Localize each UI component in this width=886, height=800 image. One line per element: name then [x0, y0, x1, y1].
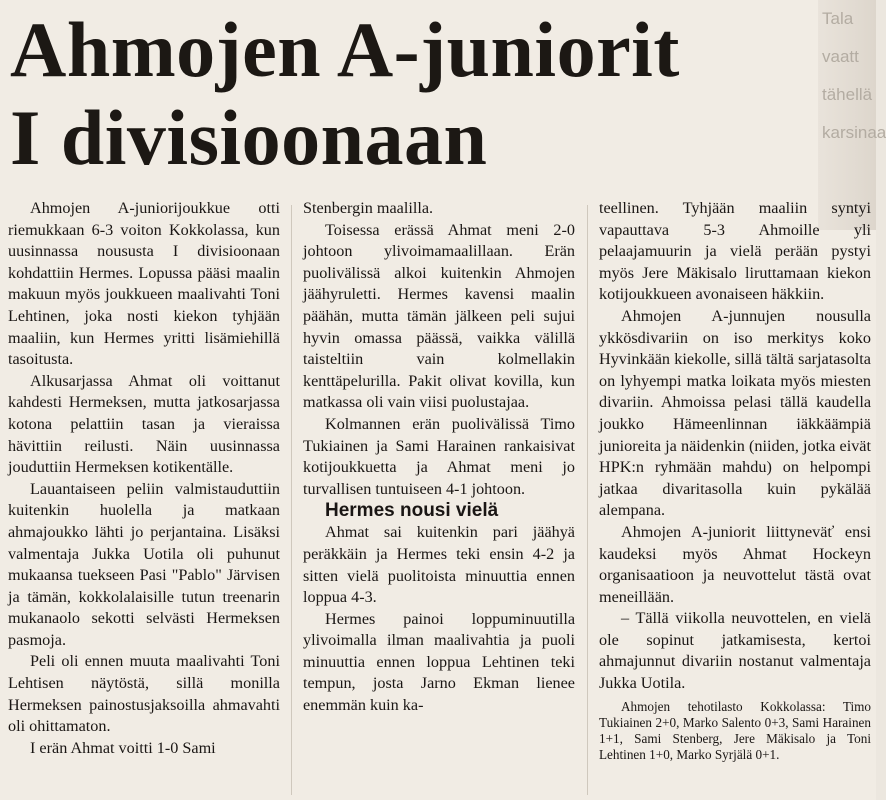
column-divider [587, 205, 588, 795]
paragraph: Kolmannen erän puolivälissä Timo Tukiainen ja Sami Harainen rankaisivat kotijoukkuetta ja Ahmat meni jo turvallisen tuntuiseen 4-1 johtoon. [303, 414, 575, 498]
paragraph: Peli oli ennen muuta maalivahti Toni Lehtisen näytöstä, sillä monilla Hermeksen painostusjaksoilla ahmavahti oli ohittamaton. [8, 652, 280, 736]
paragraph: Ahmojen A-juniorijoukkue otti riemukkaan 6-3 voiton Kokkolassa, kun uusinnassa noususta I divisioonaan kohdattiin Hermes. Lopussa pääsi maalin makuun myös joukkueen maalivahti Toni Lehtinen, joka nosti kiekon tyhjään maaliin, kun Hermes yritti lisämiehillä tasoitusta. [8, 199, 280, 369]
article-column-2 [303, 198, 575, 798]
headline-line-1: Ahmojen A-juniorit [10, 6, 680, 93]
paragraph: Ahmat sai kuitenkin pari jäähyä peräkkäin ja Hermes teki ensin 4-2 ja sitten vielä puolitoista minuuttia ennen loppua 4-3. [303, 523, 575, 607]
bleed-text: vaatt [822, 47, 859, 66]
paragraph: I erän Ahmat voitti 1-0 Sami [30, 738, 216, 757]
headline-line-2: I divisioonaan [10, 94, 488, 181]
player-stats: Ahmojen tehotilasto Kokkolassa: Timo Tukiainen 2+0, Marko Salento 0+3, Sami Harainen 1+1, Sami Stenberg, Jere Mäkisalo ja Toni Lehtinen 1+0, Marko Syrjälä 0+1. [599, 698, 871, 763]
bleed-text: karsinaa [822, 123, 886, 142]
article-column-3 [599, 198, 871, 798]
article-headline [10, 6, 830, 182]
bleed-text: Tala [822, 9, 854, 28]
section-subheading: Hermes nousi vielä [325, 500, 499, 522]
paragraph: Ahmojen A-juniorit liittyneväť ensi kaudeksi myös Ahmat Hockeyn organisaatioon ja neuvottelut tästä ovat meneillään. [599, 522, 871, 606]
column-divider [291, 205, 292, 795]
paragraph: Toisessa erässä Ahmat meni 2-0 johtoon ylivoimamaalillaan. Erän puolivälissä alkoi kuitenkin Ahmojen jäähyruletti. Hermes kavensi maalin päähän, mutta tämän jälkeen peli sujui hyvin omassa päässä, vaikka välillä taisteltiin vain kolmellakin kenttäpelurilla. Pakit olivat kovilla, kun matkassa oli vain viisi puolustajaa. [303, 220, 575, 412]
paragraph: Stenbergin maalilla. [303, 199, 434, 217]
paragraph: Hermes painoi loppuminuutilla ylivoimalla ilman maalivahtia ja puoli minuuttia ennen loppua Lehtinen teki tempun, josta Jarno Ekman lienee enemmän kuin ka- [303, 609, 575, 715]
paragraph: Alkusarjassa Ahmat oli voittanut kahdesti Hermeksen, mutta jatkosarjassa kotona pelattiin tasan ja vieraissa hävittiin reilusti. Näin uusinnassa jouduttiin Hermeksen kotikentälle. [8, 371, 280, 477]
paragraph: Lauantaiseen peliin valmistauduttiin kuitenkin huolella ja matkaan ahmajoukko lähti jo perjantaina. Lisäksi valmentaja Jukka Uotila oli puhunut mukaansa tuekseen Pasi "Pablo" Järvisen ja tämän, kokkolalaisille tutun treenarin mukanaolo sekotti selvästi Hermeksen pasmoja. [8, 479, 280, 649]
paragraph: Ahmojen A-junnujen nousulla ykkösdivariin on iso merkitys koko Hyvinkään kiekolle, sillä tältä sarjatasolta on lyhyempi matka loikata myös miesten divariin. Ahmoissa pelasi tällä kaudella joukko Hämeenlinnan iäkkäämpiä junioreita ja näidenkin (niiden, jotka eivät HPK:n ryhmään mahdu) on helpompi jatkaa divaritasolla kuin pykälää alempana. [599, 306, 871, 520]
bleed-text: tähellä [822, 85, 873, 104]
article-column-1 [8, 198, 280, 798]
paragraph: – Tällä viikolla neuvottelen, en vielä ole sopinut jatkamisesta, kertoi ahmajunnut divariin nostanut valmentaja Jukka Uotila. [599, 609, 871, 693]
paragraph: teellinen. Tyhjään maaliin syntyi vapauttava 5-3 Ahmoille yli pelaajamuurin ja vielä perään pystyi myös Jere Mäkisalo liruttamaan kiekon kotijoukkueen avonaiseen häkkiin. [599, 199, 871, 304]
